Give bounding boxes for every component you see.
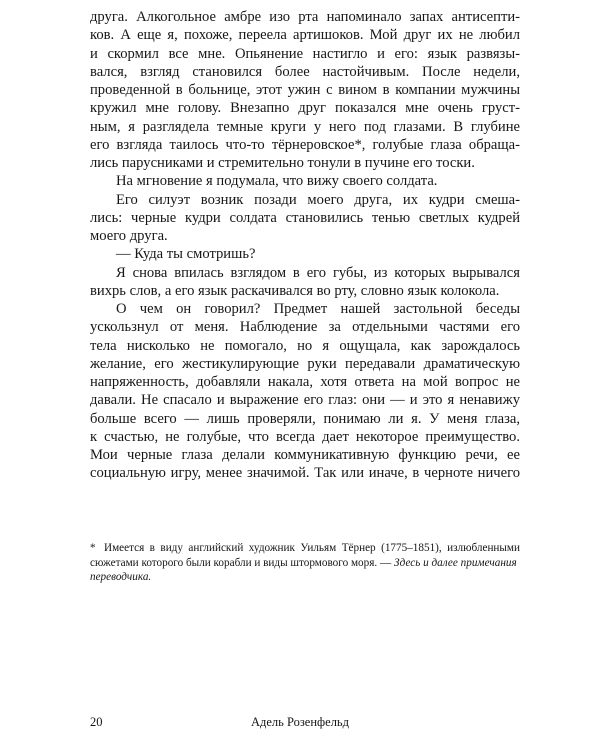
text-line: ным, я разглядела темные круги у него под глазами. В глубине	[90, 118, 520, 135]
text-line: На мгновение я подумала, что вижу своего солдата.	[116, 173, 438, 190]
text-line: вался, взгляд становился более настойчивым. После недели,	[90, 63, 520, 80]
text-line: тела нисколько не помогало, но я ощущала, как зарождалось	[90, 337, 520, 354]
body-text	[90, 8, 520, 483]
page-number: 20	[90, 715, 103, 729]
text-line: проведенной в больнице, этот ужин с вином в компании мужчины	[90, 82, 520, 98]
footnote-text: Имеется в виду английский художник Уильям Тёрнер (1775–1851), излюбленными	[104, 542, 520, 554]
footnote-line	[90, 556, 520, 571]
text-line: лись: черные кудри солдата становились тенью светлых кудрей	[90, 209, 520, 226]
text-line: социальную игру, менее значимой. Так или иначе, в черноте ничего	[90, 465, 520, 482]
text-line: напряженность, добавляли накала, хотя ответа на мой вопрос не	[90, 374, 520, 390]
text-line: больше всего — лишь проверяли, понимаю ли я. У меня глаза,	[90, 410, 520, 427]
text-line: — Куда ты смотришь?	[116, 246, 256, 263]
text-line: вихрь слов, а его язык раскачивался во рту, словно язык колокола.	[90, 282, 500, 299]
footnote-line: переводчика.	[90, 571, 152, 583]
footnote	[90, 541, 520, 585]
text-line: О чем он говорил? Предмет нашей застольной беседы	[116, 301, 520, 317]
running-footer-author: Адель Розенфельд	[250, 715, 349, 729]
text-line: его взгляда таилось что-то тёрнеровское*, голубые глаза обраща-	[90, 136, 520, 153]
text-line: моего друга.	[90, 228, 168, 244]
text-line: давали. Не спасало и выражение его глаз: они — и это я ненавижу	[90, 392, 520, 409]
text-line: кружил мне голову. Внезапно друг показался мне очень груст-	[90, 100, 520, 117]
text-line: желание, его жестикулирующие руки передавали драматическую	[90, 355, 520, 372]
footnote-italic-text: Здесь и далее примечания	[393, 556, 517, 569]
footnote-marker: *	[90, 542, 96, 554]
footnote-text: сюжетами которого были корабли и виды штормового моря. —	[90, 556, 394, 569]
text-line: ускользнул от меня. Наблюдение за отдельными частями его	[90, 319, 520, 336]
text-line: Я снова впилась взглядом в его губы, из которых вырывался	[116, 264, 520, 281]
text-line: Его силуэт возник позади моего друга, их кудри смеша-	[116, 191, 520, 208]
text-line: Мои черные глаза делали коммуникативную функцию речи, ее	[90, 447, 520, 463]
text-line: лись парусниками и стремительно тонули в пучине его тоски.	[90, 155, 475, 171]
footnote-line	[90, 541, 520, 556]
text-line: ков. А еще я, похоже, переела артишоков. Мой друг их не любил	[90, 27, 520, 44]
text-line: и скормил все мне. Опьянение настигло и его: язык развязы-	[90, 45, 520, 62]
text-line: друга. Алкогольное амбре изо рта напоминало запах антисепти-	[90, 9, 520, 25]
text-line: к счастью, не голубые, что всегда дает некоторое преимущество.	[90, 428, 520, 445]
